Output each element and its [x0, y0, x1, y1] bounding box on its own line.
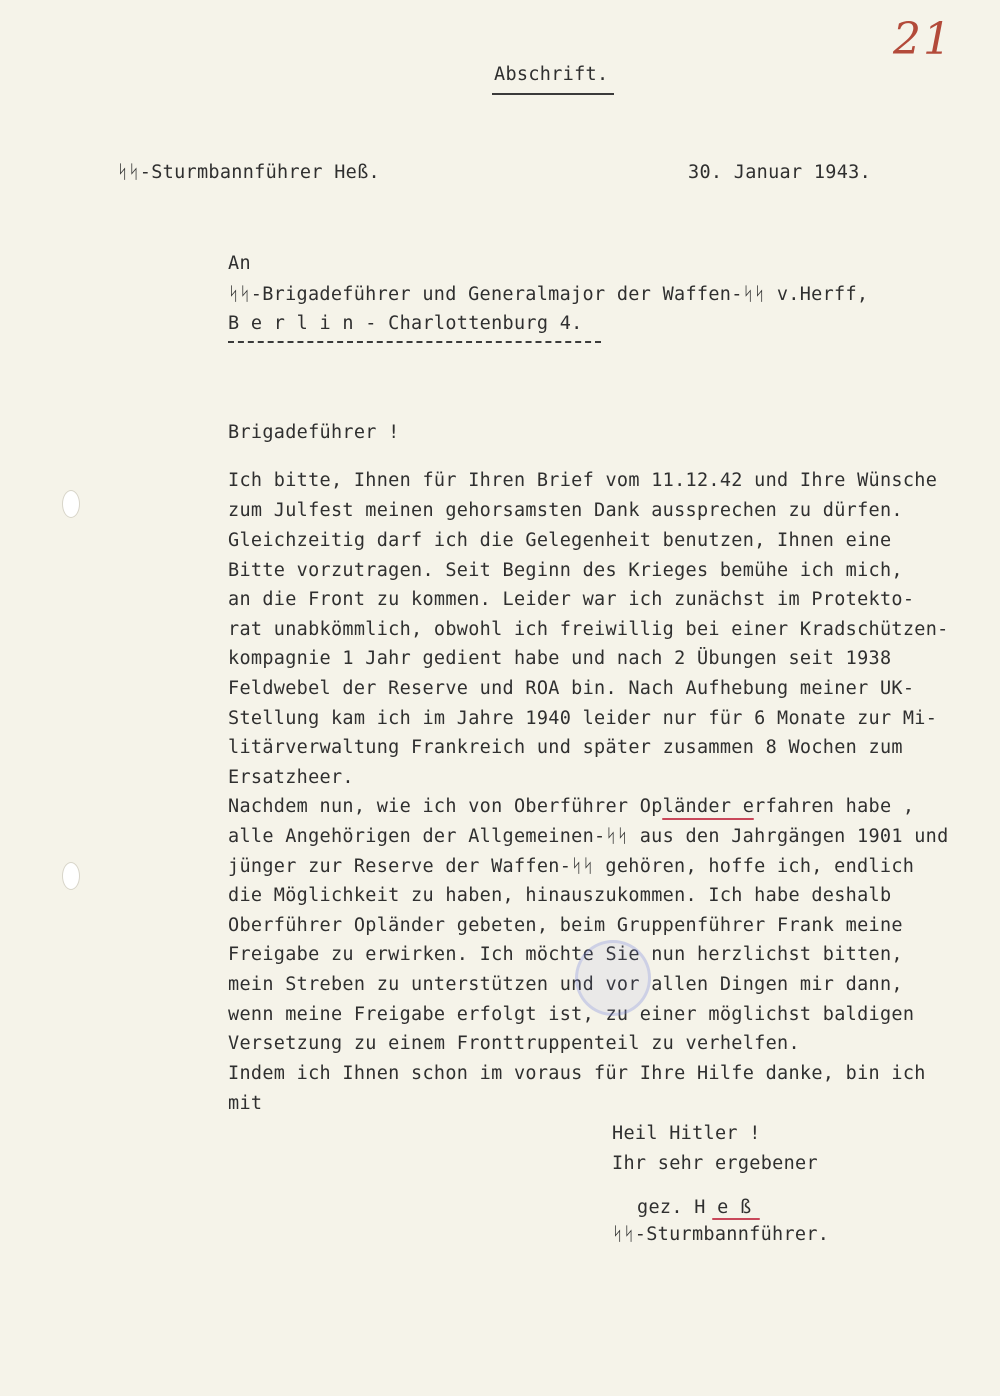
recipient-address: B e r l i n - Charlottenburg 4. [228, 313, 583, 334]
sender-line: ᛋᛋ-Sturmbannführer Heß. [117, 162, 380, 183]
faded-stamp [575, 940, 651, 1016]
body-line-18: mein Streben zu unterstützen und vor allen Dingen mir dann, [228, 974, 903, 995]
date-line: 30. Januar 1943. [688, 162, 872, 183]
body-line-21: Indem ich Ihnen schon im voraus für Ihre Hilfe danke, bin ich [228, 1063, 926, 1084]
document-title: Abschrift. [494, 64, 609, 85]
signature: gez. H e ß [637, 1197, 752, 1218]
body-line-22: mit [228, 1093, 263, 1114]
salutation: Brigadeführer ! [228, 422, 400, 443]
body-line-3: Gleichzeitig darf ich die Gelegenheit benutzen, Ihnen eine [228, 530, 892, 551]
page-number: 21 [893, 14, 953, 65]
closing-greeting: Heil Hitler ! [612, 1123, 761, 1144]
body-line-5: an die Front zu kommen. Leider war ich zunächst im Protekto- [228, 589, 915, 610]
body-line-9: Stellung kam ich im Jahre 1940 leider nur für 6 Monate zur Mi- [228, 708, 938, 729]
body-line-16: Oberführer Opländer gebeten, beim Gruppenführer Frank meine [228, 915, 903, 936]
body-line-12: Nachdem nun, wie ich von Oberführer Opländer erfahren habe , [228, 796, 915, 817]
body-line-20: Versetzung zu einem Fronttruppenteil zu verhelfen. [228, 1033, 800, 1054]
title-underline [492, 93, 614, 95]
body-line-17: Freigabe zu erwirken. Ich möchte Sie nun herzlichst bitten, [228, 944, 903, 965]
red-underline-signature [712, 1218, 760, 1220]
body-line-1: Ich bitte, Ihnen für Ihren Brief vom 11.12.42 und Ihre Wünsche [228, 470, 938, 491]
body-line-8: Feldwebel der Reserve und ROA bin. Nach Aufhebung meiner UK- [228, 678, 915, 699]
body-line-11: Ersatzheer. [228, 767, 354, 788]
body-line-4: Bitte vorzutragen. Seit Beginn des Krieges bemühe ich mich, [228, 560, 903, 581]
body-line-6: rat unabkömmlich, obwohl ich freiwillig bei einer Kradschützen- [228, 619, 949, 640]
address-dashed-rule [228, 341, 601, 343]
body-line-10: litärverwaltung Frankreich und später zusammen 8 Wochen zum [228, 737, 903, 758]
body-line-15: die Möglichkeit zu haben, hinauszukommen. Ich habe deshalb [228, 885, 892, 906]
body-line-2: zum Julfest meinen gehorsamsten Dank aussprechen zu dürfen. [228, 500, 903, 521]
body-line-13: alle Angehörigen der Allgemeinen-ᛋᛋ aus den Jahrgängen 1901 und [228, 826, 949, 847]
red-underline-oplaender [662, 818, 754, 820]
body-line-14: jünger zur Reserve der Waffen-ᛋᛋ gehören, hoffe ich, endlich [228, 856, 915, 877]
closing-phrase: Ihr sehr ergebener [612, 1153, 818, 1174]
punch-hole-top [62, 490, 80, 518]
signature-rank: ᛋᛋ-Sturmbannführer. [612, 1224, 830, 1245]
body-line-7: kompagnie 1 Jahr gedient habe und nach 2 Übungen seit 1938 [228, 648, 892, 669]
recipient-name: ᛋᛋ-Brigadeführer und Generalmajor der Waffen-ᛋᛋ v.Herff, [228, 284, 869, 305]
recipient-an: An [228, 253, 251, 274]
body-line-19: wenn meine Freigabe erfolgt ist, zu einer möglichst baldigen [228, 1004, 915, 1025]
punch-hole-bottom [62, 862, 80, 890]
